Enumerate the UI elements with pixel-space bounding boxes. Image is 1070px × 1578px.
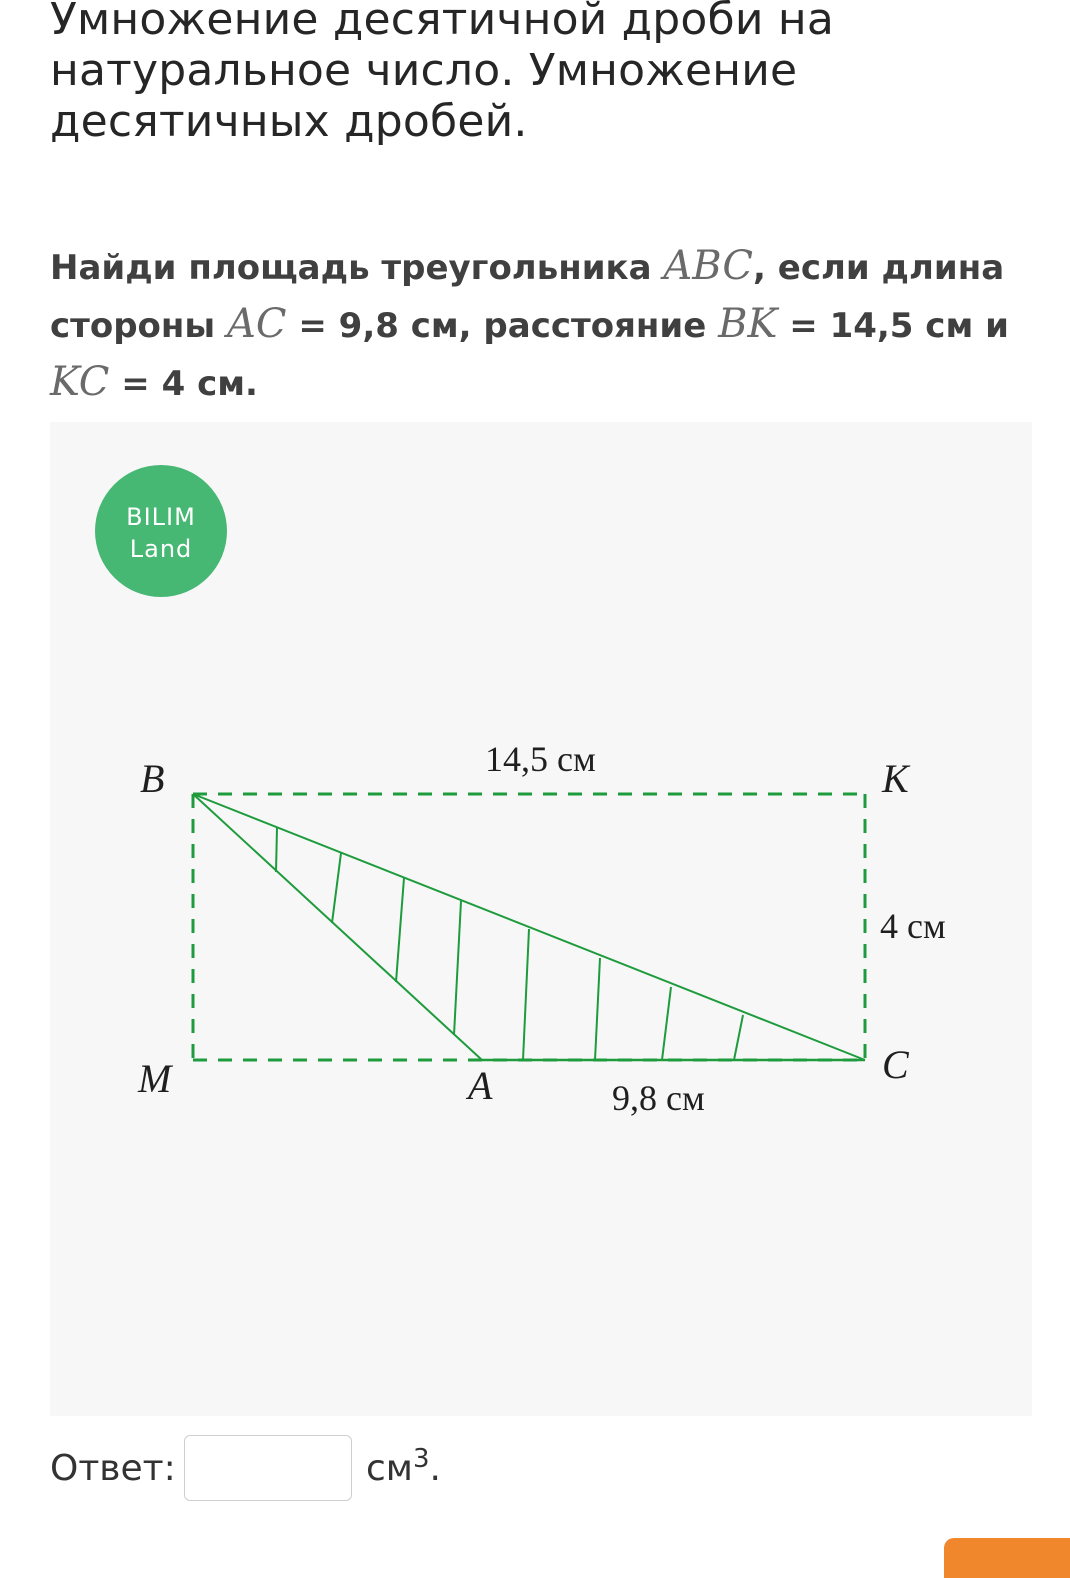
math-bk: BK <box>718 301 778 347</box>
point-label-k: K <box>882 756 909 801</box>
question-part2: , если длина стороны <box>50 248 1005 346</box>
hatch-line <box>523 929 529 1060</box>
unit-suffix: . <box>429 1448 441 1489</box>
unit-text: см <box>366 1448 413 1489</box>
geometry-diagram <box>50 422 1032 1416</box>
length-label-ac: 9,8 см <box>612 1078 705 1118</box>
math-kc: KC <box>50 359 110 405</box>
math-abc: ABC <box>663 243 754 289</box>
segment-bc <box>193 794 865 1060</box>
hatch-line <box>662 987 671 1060</box>
hatch-line <box>454 901 461 1035</box>
length-label-kc: 4 см <box>880 906 946 946</box>
logo-text-bilim: BILIM <box>126 503 196 531</box>
figure-panel <box>50 422 1032 1416</box>
question-part5: = 4 см. <box>109 364 258 404</box>
unit-exponent: 3 <box>412 1444 430 1474</box>
math-ac: AC <box>227 301 287 347</box>
lesson-title: Умножение десятичной дроби на натуральное число. Умножение десятичных дробей. <box>50 0 834 147</box>
question-text <box>50 238 1020 412</box>
hatch-line <box>396 878 404 982</box>
question-part4: = 14,5 см и <box>777 306 1009 346</box>
answer-unit <box>366 1444 441 1489</box>
triangle-abc <box>193 794 865 1060</box>
answer-row <box>50 1434 950 1504</box>
triangle-hatching <box>276 827 743 1060</box>
logo-text-land: Land <box>129 535 193 563</box>
hatch-line <box>734 1015 743 1060</box>
question-part1: Найди площадь треугольника <box>50 248 664 288</box>
hatch-line <box>332 853 341 923</box>
point-label-a: A <box>468 1063 493 1108</box>
point-label-b: B <box>140 756 165 801</box>
question-part3: = 9,8 см, расстояние <box>286 306 719 346</box>
hatch-line <box>595 958 600 1060</box>
answer-label: Ответ: <box>50 1448 176 1489</box>
next-button[interactable] <box>944 1538 1070 1578</box>
answer-input[interactable] <box>184 1435 352 1501</box>
point-label-m: M <box>138 1056 172 1101</box>
segment-ba <box>193 794 482 1060</box>
hatch-line <box>276 827 277 872</box>
length-label-bk: 14,5 см <box>485 739 596 779</box>
point-label-c: C <box>882 1042 909 1087</box>
